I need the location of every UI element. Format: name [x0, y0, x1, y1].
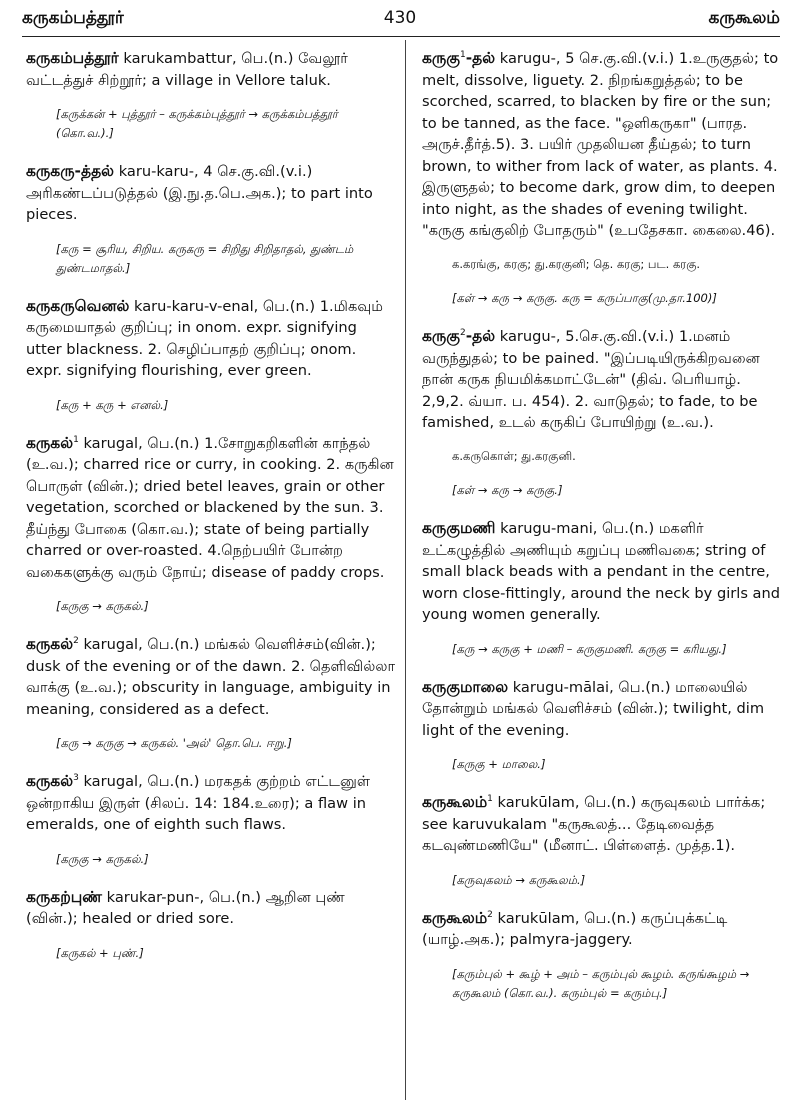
etymology: [கருவுகலம் → கருகூலம்.] — [452, 872, 586, 887]
homonym-number: 1 — [459, 50, 466, 61]
definition: karukūlam, பெ.(n.) கருவுகலம் பார்க்க; see karuvukalam "கருகூலத்... தேடிவைத்த கடவுண்மணியே" (மீனாட். பிள்ளைத். முத்த.1). — [422, 794, 766, 854]
entry-body — [422, 326, 784, 434]
headword: கருகூலம் — [422, 793, 488, 811]
entry-body — [26, 771, 396, 836]
dictionary-entry — [26, 887, 396, 963]
headword: கருகு — [422, 49, 460, 67]
definition: karugu-, 5 செ.கு.வி.(v.i.) 1.உருகுதல்; to melt, dissolve, liguety. 2. நிறங்கறுத்தல்; to be scorched, scarred, to blacken by fire or the sun; to be tanned, as the face. "ஒளிகருகா" (பாரத. அருச்.தீர்த்.5). 3. பயிர் முதலியன தீய்தல்; to turn brown, to wither from lack of water, as plants. 4. இருளுதல்; to become dark, grow dim, to deepen into night, as the shades of evening twilight. "கருகு கங்குலிற் போதரும்" (உபதேசகா. கைலை.46). — [422, 50, 779, 239]
entry-body — [422, 48, 784, 242]
etymology: [கருகு → கருகல்.] — [56, 851, 149, 866]
dictionary-entry — [26, 296, 396, 415]
etymology: [கருக்கன் + புத்தூர் – கருக்கம்புத்தூர் → கருக்கம்பத்தூர் (கொ.வ.).] — [56, 107, 338, 140]
entry-body — [26, 433, 396, 584]
homonym-number: 2 — [487, 909, 493, 920]
etymology: [கருகு → கருகல்.] — [56, 599, 149, 613]
etymology: [கருகு + மாலை.] — [452, 757, 546, 771]
entry-body — [26, 48, 396, 91]
definition: karugal, பெ.(n.) 1.சோறுகறிகளின் காந்தல் (உ.வ.); charred rice or curry, in cooking. 2. கருகின பொருள் (வின்.); dried betel leaves, grain or other vegetation, scorched or blackened by the sun. 3. தீய்ந்து போகை (கொ.வ.); state of being partially charred or over-roasted. 4.நெற்பயிர் போன்ற வகைகளுக்கு வரும் நோய்; disease of paddy crops. — [26, 434, 394, 581]
header-left-word: கருகம்பத்தூர் — [22, 8, 124, 28]
cognates: க.கரங்கு, கரகு; து.கரகுனி; தெ. கரகு; பட. கரகு. — [452, 256, 701, 271]
cognates: க.கருகொள்; து.கரகுனி. — [452, 448, 576, 463]
headword: கருகல் — [26, 433, 74, 452]
left-column — [26, 48, 396, 981]
headword-suffix: -தல் — [465, 49, 496, 67]
dictionary-entry — [422, 677, 784, 775]
entry-body — [422, 792, 784, 857]
definition: karukar-pun-, பெ.(n.) ஆறின புண் (வின்.); healed or dried sore. — [26, 888, 345, 927]
etymology: [கரு → கருகு + மணி – கருகுமணி. கருகு = கரியது.] — [452, 641, 727, 656]
dictionary-entry — [26, 634, 396, 753]
headword: கருகுமாலை — [422, 677, 509, 696]
homonym-number: 1 — [487, 794, 493, 805]
homonym-number: 3 — [73, 773, 79, 784]
right-column — [422, 48, 784, 1021]
entry-body — [26, 634, 396, 720]
homonym-number: 2 — [73, 636, 79, 647]
header-right-word: கருகூலம் — [708, 8, 780, 28]
headword: கருகூலம் — [422, 908, 488, 927]
page-header — [0, 0, 800, 34]
dictionary-entry — [422, 792, 784, 890]
etymology: [கரு + கரு + எனல்.] — [56, 397, 169, 412]
headword-suffix: -தல் — [465, 327, 496, 345]
entry-body — [422, 908, 784, 951]
dictionary-entry — [422, 326, 784, 500]
entry-body — [26, 887, 396, 930]
header-rule — [22, 36, 780, 37]
headword: கருகரு-த்தல் — [26, 162, 115, 180]
column-divider — [405, 40, 406, 1100]
definition: karukambattur, பெ.(n.) வேலூர் வட்டத்துச் சிற்றூர்; a village in Vellore taluk. — [26, 50, 348, 89]
definition: karu-karu-v-enal, பெ.(n.) 1.மிகவும் கருமையாதல் குறிப்பு; in onom. expr. signifying utter blackness. 2. செழிப்பாதற் குறிப்பு; onom. expr. signifying flourishing, ever green. — [26, 297, 384, 379]
entry-body — [26, 161, 396, 226]
entry-body — [26, 296, 396, 382]
dictionary-entry — [422, 518, 784, 659]
dictionary-entry — [26, 433, 396, 617]
headword: கருகருவெனல் — [26, 296, 130, 315]
headword: கருகு — [422, 327, 460, 345]
definition: karukūlam, பெ.(n.) கருப்புக்கட்டி (யாழ்.அக.); palmyra-jaggery. — [422, 909, 728, 948]
headword: கருகம்பத்தூர் — [26, 49, 119, 67]
definition: karu-karu-, 4 செ.கு.வி.(v.i.) அரிகண்டப்படுத்தல் (இ.நு.த.பெ.அக.); to part into pieces. — [26, 163, 373, 223]
entry-body — [422, 677, 784, 742]
homonym-number: 1 — [73, 434, 79, 445]
etymology: [கரு = சூரிய, சிறிய. கருகரு = சிறிது சிறிதாதல், துண்டம் துண்டமாதல்.] — [56, 241, 354, 275]
etymology: [கரும்புல் + கூழ் + அம் – கரும்புல் கூழம். கருங்கூழம் → கருகூலம் (கொ.வ.). கரும்புல் = கரும்பு.] — [452, 966, 750, 1000]
homonym-number: 2 — [459, 328, 466, 339]
definition: karugu-, 5.செ.கு.வி.(v.i.) 1.மனம் வருந்துதல்; to be pained. "இப்படியிருக்கிறவனை நான் கருக நியமிக்கமாட்டேன்" (திவ். பெரியாழ். 2,9,2. வ்யா. ப. 454). 2. வாடுதல்; to fade, to be famished, உடல் கருகிப் போயிற்று (உ.வ.). — [422, 328, 760, 431]
etymology: [கள் → கரு → கருகு. கரு = கருப்பாகு(மு.தா.100)] — [452, 291, 717, 305]
headword: கருகல் — [26, 635, 74, 653]
dictionary-entry — [26, 771, 396, 869]
etymology: [கரு → கருகு → கருகல். 'அல்' தொ.பெ. ஈறு.] — [56, 736, 292, 750]
headword: கருகல் — [26, 772, 74, 790]
headword: கருகுமணி — [422, 519, 496, 537]
dictionary-entry — [26, 48, 396, 143]
entry-body — [422, 518, 784, 626]
page-number: 430 — [383, 8, 417, 28]
etymology: [கள் → கரு → கருகு.] — [452, 483, 563, 497]
definition: karugu-mani, பெ.(n.) மகளிர் உட்கழுத்தில் அணியும் கறுப்பு மணிவகை; string of small black beads with a pendant in the centre, worn close-fittingly, around the neck by girls and young women generally. — [422, 520, 781, 623]
dictionary-entry — [422, 48, 784, 308]
definition: karugu-mālai, பெ.(n.) மாலையில் தோன்றும் மங்கல் வெளிச்சம் (வின்.); twilight, dim light of the evening. — [422, 678, 765, 739]
etymology: [கருகல் + புண்.] — [56, 945, 144, 960]
definition: karugal, பெ.(n.) மரகதக் குற்றம் எட்டனுள் ஒன்றாகிய இருள் (சிலப். 14: 184.உரை); a flaw in emeralds, one of eighth such flaws. — [26, 773, 371, 833]
dictionary-entry — [26, 161, 396, 278]
definition: karugal, பெ.(n.) மங்கல் வெளிச்சம்(வின்.); dusk of the evening or of the dawn. 2. தெளிவில்லா வாக்கு (உ.வ.); obscurity in language, ambiguity in meaning, considered as a defect. — [26, 636, 396, 718]
dictionary-entry — [422, 908, 784, 1003]
headword: கருகற்புண் — [26, 887, 103, 906]
